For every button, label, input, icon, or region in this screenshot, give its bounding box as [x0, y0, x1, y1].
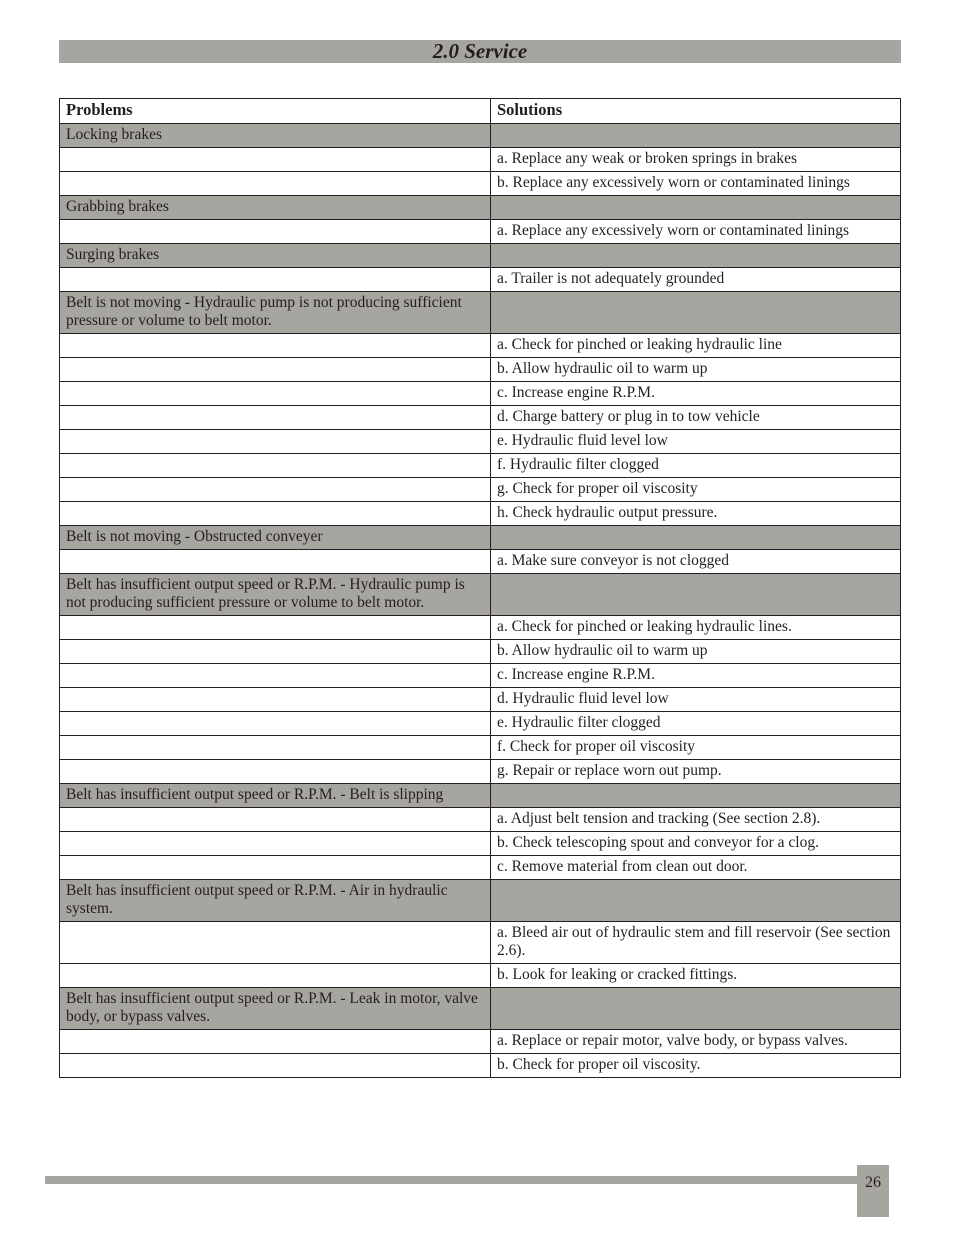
table-body	[60, 124, 901, 1078]
problem-row	[60, 988, 901, 1030]
solution-row	[60, 856, 901, 880]
solution-cell	[491, 196, 901, 220]
solution-cell	[491, 988, 901, 1030]
page-number-box	[857, 1165, 889, 1217]
solution-row	[60, 502, 901, 526]
problem-cell	[60, 664, 491, 688]
problem-cell	[60, 808, 491, 832]
solution-row	[60, 736, 901, 760]
solution-row	[60, 1054, 901, 1078]
solution-cell	[491, 244, 901, 268]
page-number: 26	[865, 1174, 881, 1191]
solution-row	[60, 430, 901, 454]
problem-cell	[60, 430, 491, 454]
section-title: 2.0 Service	[432, 39, 528, 63]
solution-row	[60, 616, 901, 640]
solution-row	[60, 688, 901, 712]
problem-cell: Belt has insufficient output speed or R.P.M. - Hydraulic pump is not producing sufficient pressure or volume to belt motor.	[60, 574, 491, 616]
solution-row	[60, 478, 901, 502]
problem-cell	[60, 358, 491, 382]
solution-cell: d. Charge battery or plug in to tow vehicle	[491, 406, 901, 430]
problem-cell	[60, 922, 491, 964]
problem-cell	[60, 616, 491, 640]
problem-cell	[60, 1030, 491, 1054]
problem-cell: Belt has insufficient output speed or R.P.M. - Belt is slipping	[60, 784, 491, 808]
solution-cell: b. Allow hydraulic oil to warm up	[491, 640, 901, 664]
solution-cell	[491, 784, 901, 808]
problem-row	[60, 292, 901, 334]
problems-column-header: Problems	[60, 99, 491, 124]
solution-row	[60, 964, 901, 988]
problem-cell	[60, 640, 491, 664]
solution-cell: a. Adjust belt tension and tracking (See section 2.8).	[491, 808, 901, 832]
problem-cell: Belt has insufficient output speed or R.P.M. - Leak in motor, valve body, or bypass valves.	[60, 988, 491, 1030]
solution-cell: e. Hydraulic fluid level low	[491, 430, 901, 454]
problem-cell	[60, 406, 491, 430]
problem-cell	[60, 502, 491, 526]
solution-row	[60, 640, 901, 664]
solution-row	[60, 382, 901, 406]
solution-row	[60, 664, 901, 688]
solution-row	[60, 832, 901, 856]
table-header-row	[60, 99, 901, 124]
problem-cell: Belt is not moving - Hydraulic pump is not producing sufficient pressure or volume to belt motor.	[60, 292, 491, 334]
problem-row	[60, 880, 901, 922]
solution-cell: f. Check for proper oil viscosity	[491, 736, 901, 760]
solution-row	[60, 220, 901, 244]
problem-cell	[60, 382, 491, 406]
solution-row	[60, 334, 901, 358]
problem-row	[60, 526, 901, 550]
solution-cell	[491, 292, 901, 334]
solution-row	[60, 712, 901, 736]
solution-cell	[491, 574, 901, 616]
problem-row	[60, 196, 901, 220]
solution-cell	[491, 880, 901, 922]
solution-cell: a. Make sure conveyor is not clogged	[491, 550, 901, 574]
solution-row	[60, 550, 901, 574]
solution-cell: a. Replace or repair motor, valve body, or bypass valves.	[491, 1030, 901, 1054]
solution-row	[60, 172, 901, 196]
solution-cell: g. Check for proper oil viscosity	[491, 478, 901, 502]
problem-cell	[60, 550, 491, 574]
problem-row	[60, 574, 901, 616]
footer-bar	[45, 1176, 857, 1184]
solution-cell: a. Replace any weak or broken springs in brakes	[491, 148, 901, 172]
solution-row	[60, 358, 901, 382]
problem-cell	[60, 268, 491, 292]
problem-cell	[60, 148, 491, 172]
problem-cell	[60, 454, 491, 478]
solution-row	[60, 1030, 901, 1054]
solution-cell: b. Look for leaking or cracked fittings.	[491, 964, 901, 988]
solution-cell: b. Allow hydraulic oil to warm up	[491, 358, 901, 382]
problem-cell	[60, 172, 491, 196]
solution-row	[60, 454, 901, 478]
problem-cell	[60, 220, 491, 244]
solution-cell: h. Check hydraulic output pressure.	[491, 502, 901, 526]
problem-row	[60, 784, 901, 808]
problem-cell: Surging brakes	[60, 244, 491, 268]
problem-cell	[60, 832, 491, 856]
solution-row	[60, 760, 901, 784]
problem-cell	[60, 964, 491, 988]
solution-row	[60, 268, 901, 292]
solution-cell: b. Check telescoping spout and conveyor for a clog.	[491, 832, 901, 856]
problem-row	[60, 244, 901, 268]
problem-cell: Locking brakes	[60, 124, 491, 148]
solution-cell	[491, 526, 901, 550]
problem-cell	[60, 1054, 491, 1078]
solution-cell: a. Check for pinched or leaking hydraulic line	[491, 334, 901, 358]
solution-cell: a. Bleed air out of hydraulic stem and fill reservoir (See section 2.6).	[491, 922, 901, 964]
problem-cell: Belt is not moving - Obstructed conveyer	[60, 526, 491, 550]
section-title-bar	[59, 40, 901, 63]
solution-cell: a. Trailer is not adequately grounded	[491, 268, 901, 292]
solutions-column-header: Solutions	[491, 99, 901, 124]
solution-cell: c. Remove material from clean out door.	[491, 856, 901, 880]
solution-cell: b. Check for proper oil viscosity.	[491, 1054, 901, 1078]
problem-cell	[60, 334, 491, 358]
solution-cell: b. Replace any excessively worn or contaminated linings	[491, 172, 901, 196]
problem-row	[60, 124, 901, 148]
solution-cell: d. Hydraulic fluid level low	[491, 688, 901, 712]
solution-cell: a. Replace any excessively worn or contaminated linings	[491, 220, 901, 244]
solution-cell: c. Increase engine R.P.M.	[491, 382, 901, 406]
problem-cell: Grabbing brakes	[60, 196, 491, 220]
solution-cell: e. Hydraulic filter clogged	[491, 712, 901, 736]
problem-cell	[60, 478, 491, 502]
solution-row	[60, 922, 901, 964]
solution-row	[60, 406, 901, 430]
solution-row	[60, 148, 901, 172]
problem-cell	[60, 856, 491, 880]
problem-cell	[60, 688, 491, 712]
problem-cell	[60, 712, 491, 736]
problem-cell	[60, 736, 491, 760]
solution-row	[60, 808, 901, 832]
solution-cell: c. Increase engine R.P.M.	[491, 664, 901, 688]
problem-cell	[60, 760, 491, 784]
solution-cell: f. Hydraulic filter clogged	[491, 454, 901, 478]
troubleshooting-table	[59, 98, 901, 1078]
solution-cell	[491, 124, 901, 148]
solution-cell: g. Repair or replace worn out pump.	[491, 760, 901, 784]
solution-cell: a. Check for pinched or leaking hydraulic lines.	[491, 616, 901, 640]
problem-cell: Belt has insufficient output speed or R.P.M. - Air in hydraulic system.	[60, 880, 491, 922]
